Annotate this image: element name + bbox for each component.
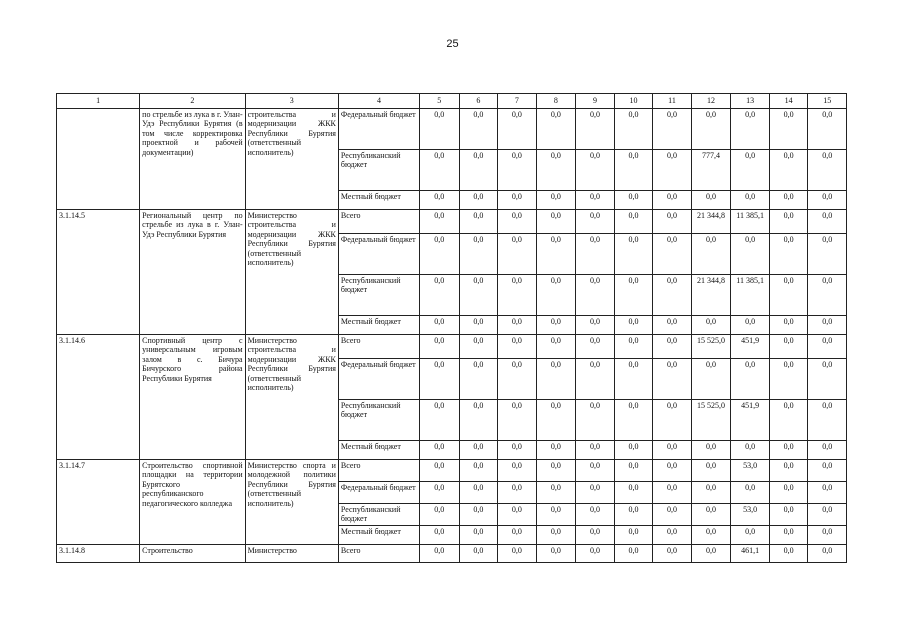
amount-cell: 0,0 <box>769 359 808 400</box>
amount-cell: 0,0 <box>808 400 847 441</box>
amount-cell: 0,0 <box>769 150 808 191</box>
amount-cell: 0,0 <box>420 400 460 441</box>
measure-name: по стрельбе из лука в г. Улан-Удэ Республики Бурятия (в том числе корректировка проектной и рабочей документации) <box>140 109 245 210</box>
amount-cell: 0,0 <box>536 316 576 335</box>
amount-cell: 0,0 <box>420 275 460 316</box>
measure-code: 3.1.14.5 <box>57 210 140 335</box>
amount-cell: 0,0 <box>420 234 460 275</box>
column-header-4: 4 <box>338 94 419 109</box>
amount-cell: 0,0 <box>459 526 498 545</box>
amount-cell: 0,0 <box>420 460 460 482</box>
amount-cell: 0,0 <box>536 150 576 191</box>
amount-cell: 0,0 <box>576 109 615 150</box>
amount-cell: 0,0 <box>576 504 615 526</box>
column-header-11: 11 <box>653 94 692 109</box>
column-header-9: 9 <box>576 94 615 109</box>
measure-name: Строительство <box>140 545 245 563</box>
amount-cell: 0,0 <box>653 359 692 400</box>
column-header-8: 8 <box>536 94 576 109</box>
table-row <box>57 109 847 150</box>
header-row <box>57 94 847 109</box>
amount-cell: 461,1 <box>731 545 770 563</box>
responsible-executor: Министерство <box>245 545 338 563</box>
column-header-7: 7 <box>498 94 537 109</box>
amount-cell: 0,0 <box>536 210 576 234</box>
amount-cell: 0,0 <box>691 460 731 482</box>
amount-cell: 11 385,1 <box>731 275 770 316</box>
amount-cell: 0,0 <box>731 150 770 191</box>
amount-cell: 0,0 <box>808 234 847 275</box>
amount-cell: 0,0 <box>459 191 498 210</box>
amount-cell: 0,0 <box>653 275 692 316</box>
funding-source: Местный бюджет <box>338 191 419 210</box>
amount-cell: 53,0 <box>731 460 770 482</box>
amount-cell: 0,0 <box>808 316 847 335</box>
amount-cell: 0,0 <box>536 400 576 441</box>
amount-cell: 0,0 <box>731 191 770 210</box>
amount-cell: 0,0 <box>420 359 460 400</box>
amount-cell: 0,0 <box>769 210 808 234</box>
amount-cell: 0,0 <box>769 335 808 359</box>
amount-cell: 0,0 <box>653 504 692 526</box>
amount-cell: 0,0 <box>808 545 847 563</box>
table-body <box>57 109 847 563</box>
amount-cell: 0,0 <box>459 359 498 400</box>
amount-cell: 0,0 <box>614 504 653 526</box>
amount-cell: 15 525,0 <box>691 400 731 441</box>
amount-cell: 0,0 <box>769 191 808 210</box>
amount-cell: 0,0 <box>459 210 498 234</box>
amount-cell: 0,0 <box>691 526 731 545</box>
amount-cell: 0,0 <box>420 526 460 545</box>
amount-cell: 0,0 <box>731 316 770 335</box>
amount-cell: 0,0 <box>614 359 653 400</box>
amount-cell: 53,0 <box>731 504 770 526</box>
amount-cell: 0,0 <box>769 400 808 441</box>
amount-cell: 0,0 <box>576 234 615 275</box>
amount-cell: 0,0 <box>576 275 615 316</box>
amount-cell: 0,0 <box>498 504 537 526</box>
funding-source: Республиканский бюджет <box>338 150 419 191</box>
funding-source: Всего <box>338 545 419 563</box>
amount-cell: 0,0 <box>769 504 808 526</box>
amount-cell: 0,0 <box>614 400 653 441</box>
amount-cell: 0,0 <box>614 234 653 275</box>
column-header-13: 13 <box>731 94 770 109</box>
amount-cell: 0,0 <box>691 234 731 275</box>
table-row <box>57 210 847 234</box>
amount-cell: 0,0 <box>769 109 808 150</box>
amount-cell: 0,0 <box>731 441 770 460</box>
funding-source: Федеральный бюджет <box>338 109 419 150</box>
amount-cell: 0,0 <box>459 482 498 504</box>
amount-cell: 0,0 <box>808 460 847 482</box>
column-header-5: 5 <box>420 94 460 109</box>
amount-cell: 0,0 <box>691 504 731 526</box>
amount-cell: 0,0 <box>576 210 615 234</box>
table-row <box>57 460 847 482</box>
amount-cell: 0,0 <box>536 335 576 359</box>
amount-cell: 0,0 <box>576 460 615 482</box>
amount-cell: 0,0 <box>614 275 653 316</box>
amount-cell: 0,0 <box>691 482 731 504</box>
amount-cell: 0,0 <box>576 359 615 400</box>
amount-cell: 0,0 <box>536 234 576 275</box>
amount-cell: 0,0 <box>653 526 692 545</box>
column-header-1: 1 <box>57 94 140 109</box>
amount-cell: 0,0 <box>653 441 692 460</box>
amount-cell: 0,0 <box>614 316 653 335</box>
measure-name: Строительство спортивной площадки на территории Бурятского республиканского педагогического колледжа <box>140 460 245 545</box>
amount-cell: 0,0 <box>691 441 731 460</box>
amount-cell: 0,0 <box>731 109 770 150</box>
amount-cell: 0,0 <box>808 275 847 316</box>
amount-cell: 0,0 <box>808 210 847 234</box>
amount-cell: 0,0 <box>536 275 576 316</box>
amount-cell: 0,0 <box>459 335 498 359</box>
amount-cell: 0,0 <box>653 545 692 563</box>
amount-cell: 0,0 <box>653 460 692 482</box>
amount-cell: 0,0 <box>614 191 653 210</box>
amount-cell: 0,0 <box>653 109 692 150</box>
amount-cell: 0,0 <box>420 545 460 563</box>
amount-cell: 0,0 <box>498 482 537 504</box>
amount-cell: 0,0 <box>498 526 537 545</box>
table-row <box>57 335 847 359</box>
amount-cell: 777,4 <box>691 150 731 191</box>
amount-cell: 0,0 <box>498 191 537 210</box>
amount-cell: 0,0 <box>498 359 537 400</box>
amount-cell: 451,9 <box>731 335 770 359</box>
amount-cell: 0,0 <box>420 316 460 335</box>
amount-cell: 0,0 <box>420 441 460 460</box>
amount-cell: 0,0 <box>498 210 537 234</box>
amount-cell: 0,0 <box>653 210 692 234</box>
amount-cell: 0,0 <box>808 504 847 526</box>
amount-cell: 0,0 <box>769 441 808 460</box>
amount-cell: 0,0 <box>536 504 576 526</box>
amount-cell: 0,0 <box>498 441 537 460</box>
budget-table <box>56 93 847 563</box>
amount-cell: 0,0 <box>691 316 731 335</box>
table-row <box>57 545 847 563</box>
responsible-executor: Министерство строительства и модернизации ЖКК Республики Бурятия (ответственный исполнитель) <box>245 210 338 335</box>
amount-cell: 0,0 <box>653 335 692 359</box>
amount-cell: 0,0 <box>653 482 692 504</box>
amount-cell: 0,0 <box>536 191 576 210</box>
amount-cell: 0,0 <box>576 545 615 563</box>
measure-code: 3.1.14.6 <box>57 335 140 460</box>
responsible-executor: строительства и модернизации ЖКК Республики Бурятия (ответственный исполнитель) <box>245 109 338 210</box>
amount-cell: 0,0 <box>576 150 615 191</box>
amount-cell: 0,0 <box>691 109 731 150</box>
amount-cell: 0,0 <box>576 335 615 359</box>
amount-cell: 0,0 <box>769 234 808 275</box>
amount-cell: 0,0 <box>576 482 615 504</box>
amount-cell: 0,0 <box>614 109 653 150</box>
amount-cell: 0,0 <box>420 482 460 504</box>
amount-cell: 0,0 <box>459 441 498 460</box>
column-header-6: 6 <box>459 94 498 109</box>
measure-code: 3.1.14.8 <box>57 545 140 563</box>
amount-cell: 0,0 <box>808 109 847 150</box>
amount-cell: 0,0 <box>498 335 537 359</box>
funding-source: Всего <box>338 210 419 234</box>
amount-cell: 0,0 <box>459 545 498 563</box>
amount-cell: 0,0 <box>498 460 537 482</box>
amount-cell: 0,0 <box>459 400 498 441</box>
amount-cell: 451,9 <box>731 400 770 441</box>
amount-cell: 0,0 <box>576 316 615 335</box>
column-header-3: 3 <box>245 94 338 109</box>
amount-cell: 0,0 <box>536 441 576 460</box>
amount-cell: 0,0 <box>498 150 537 191</box>
amount-cell: 0,0 <box>653 150 692 191</box>
amount-cell: 0,0 <box>653 191 692 210</box>
funding-source: Местный бюджет <box>338 316 419 335</box>
column-header-2: 2 <box>140 94 245 109</box>
funding-source: Всего <box>338 335 419 359</box>
amount-cell: 0,0 <box>536 359 576 400</box>
amount-cell: 0,0 <box>691 359 731 400</box>
column-header-12: 12 <box>691 94 731 109</box>
amount-cell: 0,0 <box>420 335 460 359</box>
amount-cell: 0,0 <box>769 275 808 316</box>
funding-source: Всего <box>338 460 419 482</box>
amount-cell: 0,0 <box>536 545 576 563</box>
amount-cell: 0,0 <box>576 441 615 460</box>
amount-cell: 0,0 <box>769 526 808 545</box>
funding-source: Федеральный бюджет <box>338 359 419 400</box>
amount-cell: 0,0 <box>420 109 460 150</box>
amount-cell: 0,0 <box>536 460 576 482</box>
amount-cell: 0,0 <box>459 504 498 526</box>
amount-cell: 0,0 <box>614 441 653 460</box>
measure-name: Региональный центр по стрельбе из лука в г. Улан-Удэ Республики Бурятия <box>140 210 245 335</box>
responsible-executor: Министерство спорта и молодежной политики Республики Бурятия (ответственный исполнитель) <box>245 460 338 545</box>
amount-cell: 0,0 <box>498 400 537 441</box>
amount-cell: 0,0 <box>614 526 653 545</box>
amount-cell: 0,0 <box>614 335 653 359</box>
measure-code: 3.1.14.7 <box>57 460 140 545</box>
amount-cell: 0,0 <box>808 482 847 504</box>
amount-cell: 0,0 <box>498 316 537 335</box>
amount-cell: 0,0 <box>769 460 808 482</box>
amount-cell: 0,0 <box>731 482 770 504</box>
amount-cell: 0,0 <box>459 150 498 191</box>
amount-cell: 0,0 <box>420 504 460 526</box>
amount-cell: 0,0 <box>653 234 692 275</box>
funding-source: Республиканский бюджет <box>338 504 419 526</box>
amount-cell: 15 525,0 <box>691 335 731 359</box>
amount-cell: 0,0 <box>731 234 770 275</box>
amount-cell: 0,0 <box>498 234 537 275</box>
amount-cell: 0,0 <box>498 545 537 563</box>
amount-cell: 0,0 <box>769 316 808 335</box>
funding-source: Республиканский бюджет <box>338 400 419 441</box>
amount-cell: 0,0 <box>536 109 576 150</box>
amount-cell: 0,0 <box>614 210 653 234</box>
amount-cell: 21 344,8 <box>691 275 731 316</box>
amount-cell: 0,0 <box>459 316 498 335</box>
amount-cell: 0,0 <box>459 275 498 316</box>
amount-cell: 0,0 <box>420 191 460 210</box>
amount-cell: 11 385,1 <box>731 210 770 234</box>
amount-cell: 0,0 <box>420 150 460 191</box>
amount-cell: 0,0 <box>691 545 731 563</box>
amount-cell: 0,0 <box>653 316 692 335</box>
amount-cell: 0,0 <box>769 482 808 504</box>
amount-cell: 0,0 <box>576 400 615 441</box>
amount-cell: 0,0 <box>614 482 653 504</box>
table-header <box>57 94 847 109</box>
amount-cell: 0,0 <box>808 335 847 359</box>
amount-cell: 0,0 <box>498 109 537 150</box>
amount-cell: 0,0 <box>691 191 731 210</box>
amount-cell: 0,0 <box>459 109 498 150</box>
amount-cell: 0,0 <box>459 234 498 275</box>
amount-cell: 0,0 <box>808 359 847 400</box>
amount-cell: 0,0 <box>576 526 615 545</box>
amount-cell: 0,0 <box>614 150 653 191</box>
amount-cell: 0,0 <box>769 545 808 563</box>
amount-cell: 0,0 <box>420 210 460 234</box>
amount-cell: 0,0 <box>808 150 847 191</box>
amount-cell: 0,0 <box>459 460 498 482</box>
measure-name: Спортивный центр с универсальным игровым залом в с. Бичура Бичурского района Республики Бурятия <box>140 335 245 460</box>
measure-code <box>57 109 140 210</box>
responsible-executor: Министерство строительства и модернизации ЖКК Республики Бурятия (ответственный исполнитель) <box>245 335 338 460</box>
column-header-15: 15 <box>808 94 847 109</box>
amount-cell: 0,0 <box>536 526 576 545</box>
funding-source: Местный бюджет <box>338 526 419 545</box>
amount-cell: 0,0 <box>808 441 847 460</box>
funding-source: Местный бюджет <box>338 441 419 460</box>
amount-cell: 0,0 <box>614 545 653 563</box>
amount-cell: 0,0 <box>731 359 770 400</box>
amount-cell: 0,0 <box>808 191 847 210</box>
amount-cell: 0,0 <box>731 526 770 545</box>
funding-source: Федеральный бюджет <box>338 482 419 504</box>
amount-cell: 0,0 <box>614 460 653 482</box>
amount-cell: 0,0 <box>536 482 576 504</box>
amount-cell: 0,0 <box>576 191 615 210</box>
funding-source: Федеральный бюджет <box>338 234 419 275</box>
column-header-14: 14 <box>769 94 808 109</box>
amount-cell: 0,0 <box>808 526 847 545</box>
funding-source: Республиканский бюджет <box>338 275 419 316</box>
page-number: 25 <box>446 38 459 50</box>
amount-cell: 0,0 <box>498 275 537 316</box>
column-header-10: 10 <box>614 94 653 109</box>
amount-cell: 21 344,8 <box>691 210 731 234</box>
amount-cell: 0,0 <box>653 400 692 441</box>
